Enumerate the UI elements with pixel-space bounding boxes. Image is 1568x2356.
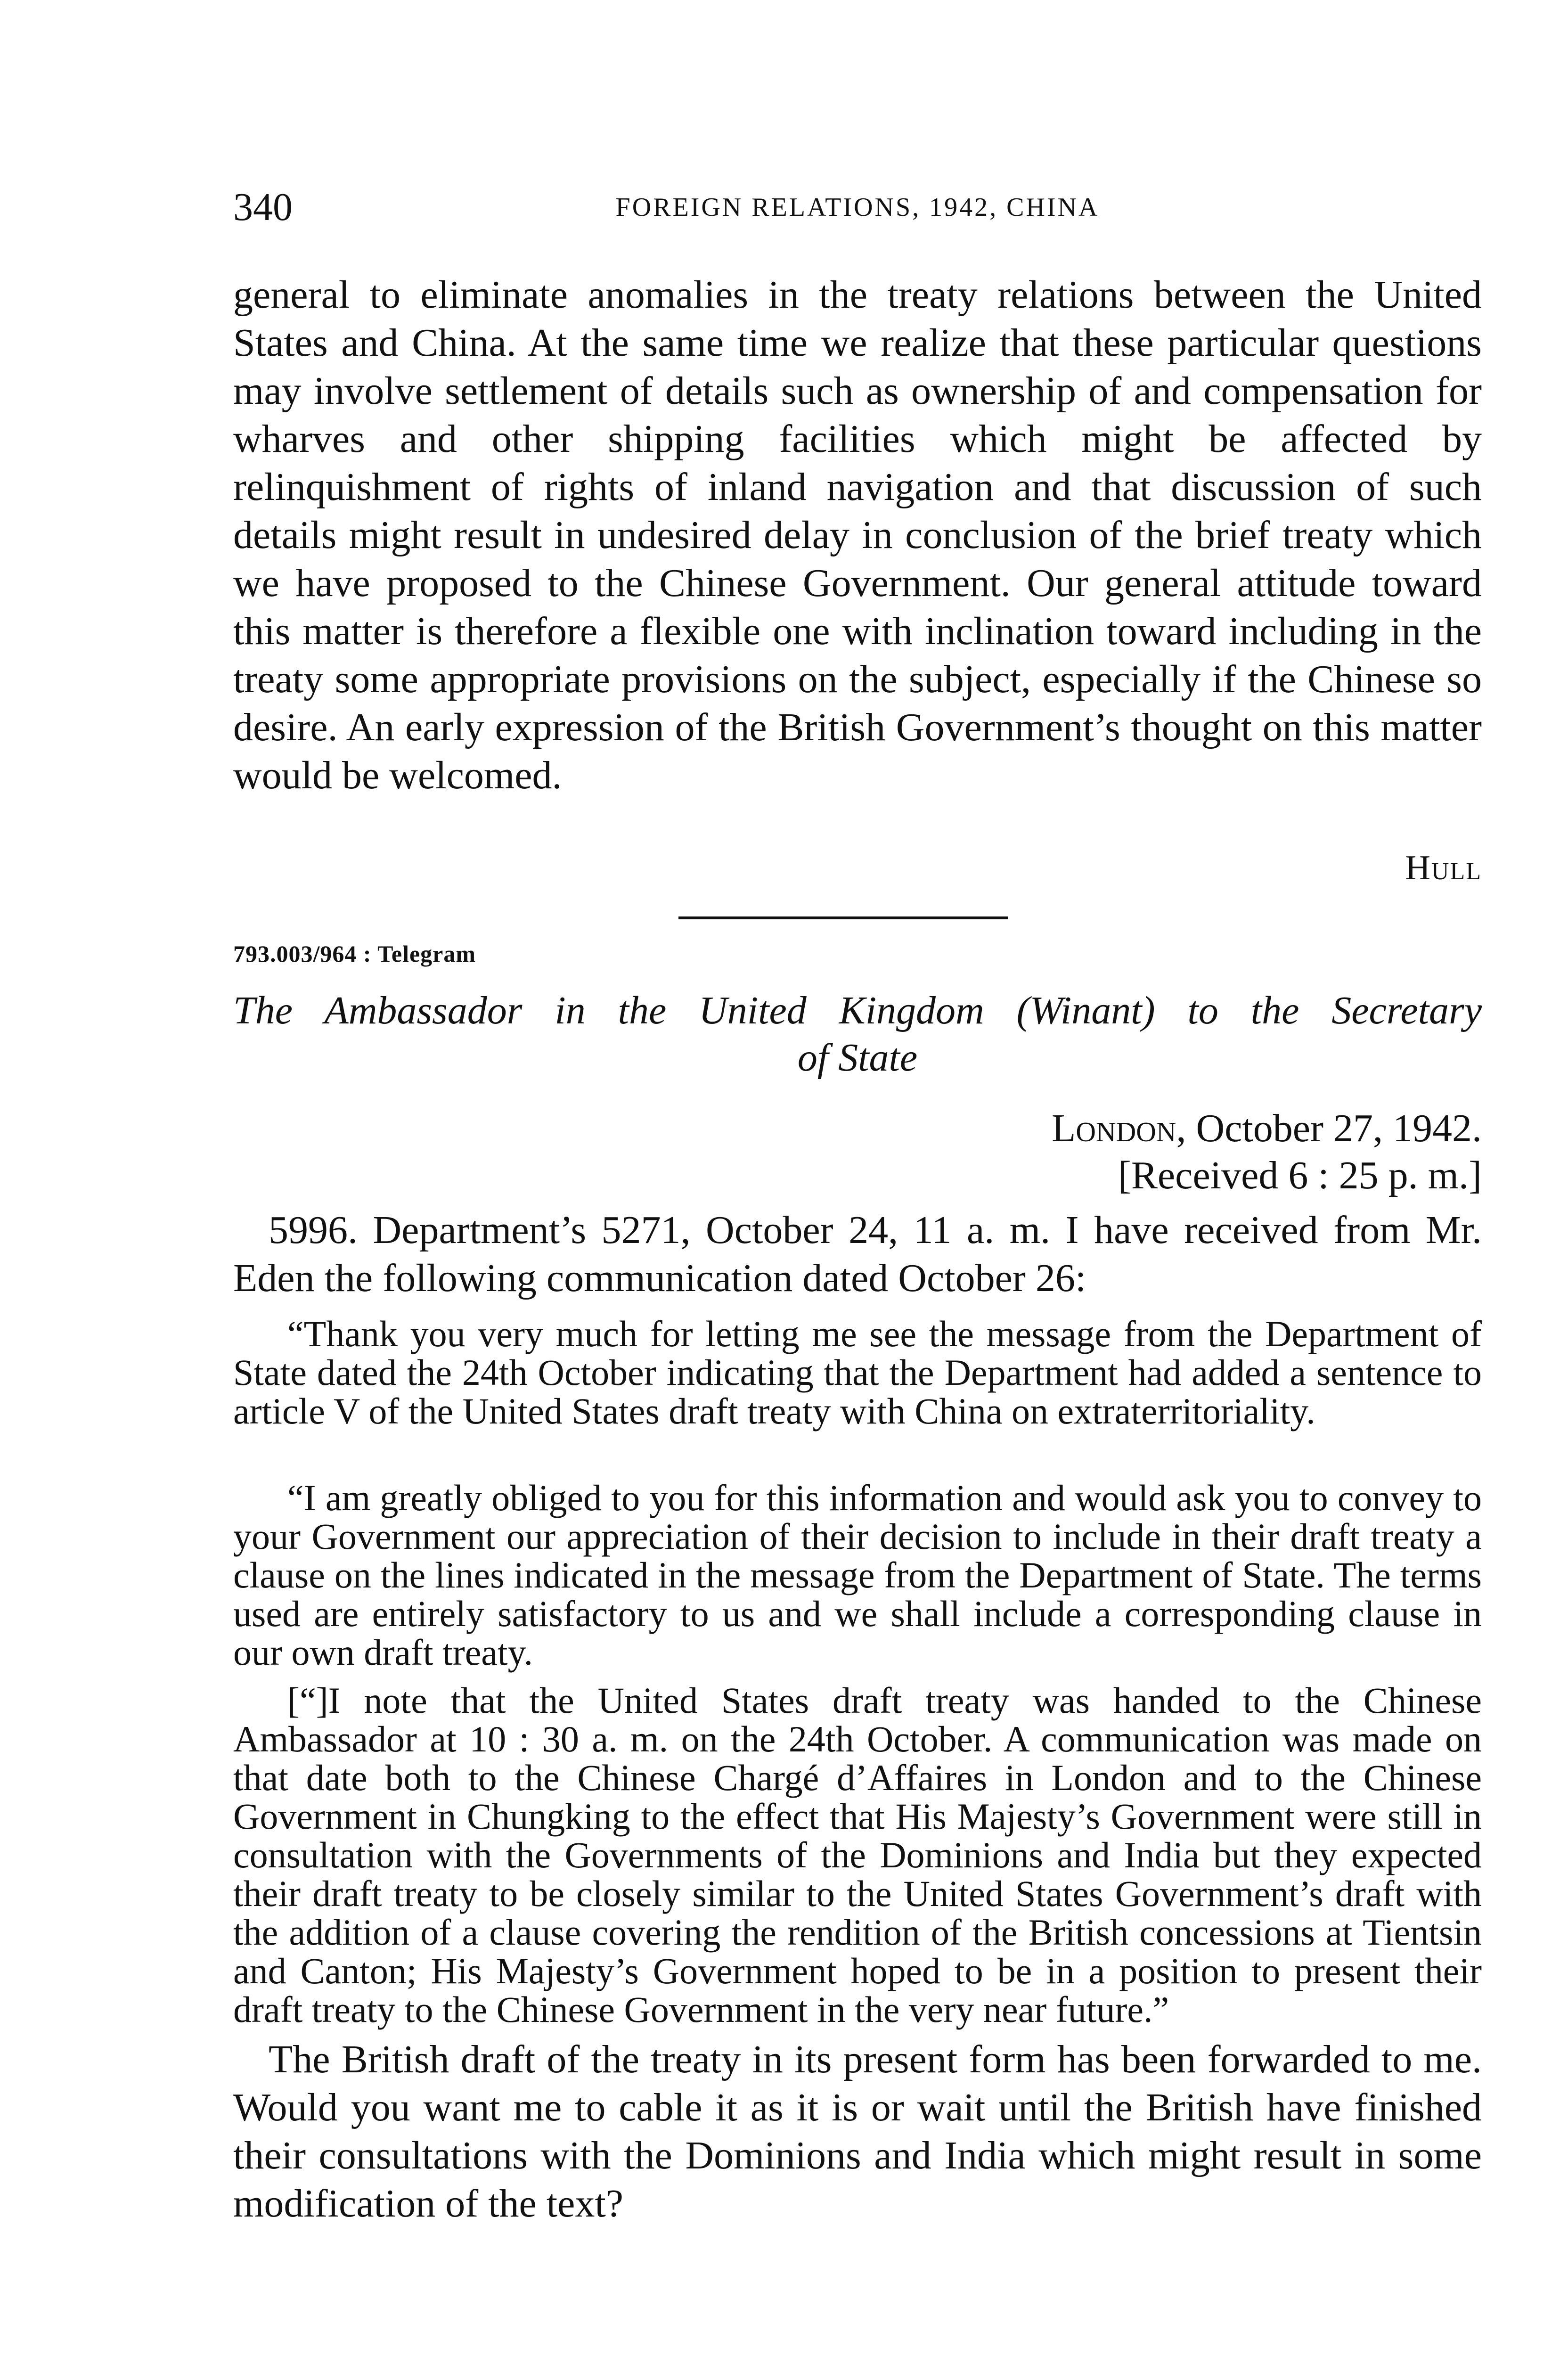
received-time: [Received 6 : 25 p. m.] — [1118, 1153, 1482, 1197]
quote-paragraph: “Thank you very much for letting me see the message from the Department of State dated the 24th October indicating that the Department had added a sentence to article V of the United States draft treaty with China on extraterritoriality. — [233, 1313, 1482, 1432]
quote-paragraph: [“]I note that the United States draft treaty was handed to the Chinese Ambassador at 10 : 30 a. m. on the 24th October. A communication was made on that date both to the Chinese Chargé d’Affaires in London and to the Chinese Government in Chungking to the effect that His Majesty’s Government were still in consultation with the Governments of the Dominions and India but they expected their draft treaty to be closely similar to the United States Government’s draft with the addition of a clause covering the rendition of the British concessions at Tientsin and Canton; His Majesty’s Government hoped to be in a position to present their draft treaty to the Chinese Government in the very near future.” — [233, 1680, 1482, 2030]
running-title: FOREIGN RELATIONS, 1942, CHINA — [615, 193, 1100, 222]
dateline — [1052, 1105, 1482, 1199]
section-divider — [678, 916, 1008, 919]
dateline-date: October 27, 1942. — [1196, 1106, 1482, 1150]
running-head — [233, 186, 1482, 229]
file-reference: 793.003/964 : Telegram — [233, 941, 476, 967]
document-title-line-2: of State — [797, 1036, 918, 1080]
opening-paragraph: 5996. Department’s 5271, October 24, 11 a. m. I have received from Mr. Eden the following communication dated October 26: — [233, 1208, 1482, 1300]
intro-paragraph: general to eliminate anomalies in the treaty relations between the United States and China. At the same time we realize that these particular questions may involve settlement of details such as ownership of and compensation for wharves and other shipping facilities which might be affected by relinquishment of rights of inland navigation and that discussion of such details might result in undesired delay in conclusion of the brief treaty which we have proposed to the Chinese Government. Our general attitude toward this matter is therefore a flexible one with inclination toward including in the treaty some appropriate provisions on the subject, especially if the Chinese so desire. An early expression of the British Government’s thought on this matter would be welcomed. — [233, 273, 1482, 797]
closing-paragraph: The British draft of the treaty in its present form has been forwarded to me. Would you want me to cable it as it is or wait until the British have finished their consultations with the Dominions and India which might result in some modification of the text? — [233, 2037, 1482, 2225]
quote-paragraph: “I am greatly obliged to you for this information and would ask you to convey to your Government our appreciation of their decision to include in their draft treaty a clause on the lines indicated in the message from the Department of State. The terms used are entirely satisfactory to us and we shall include a corresponding clause in our own draft treaty. — [233, 1477, 1482, 1673]
page-number: 340 — [233, 185, 293, 229]
dateline-place: London, — [1052, 1106, 1186, 1150]
document-title — [233, 987, 1482, 1081]
document-title-line-1: The Ambassador in the United Kingdom (Winant) to the Secretary — [233, 989, 1482, 1032]
signature-hull: Hull — [1405, 849, 1482, 887]
